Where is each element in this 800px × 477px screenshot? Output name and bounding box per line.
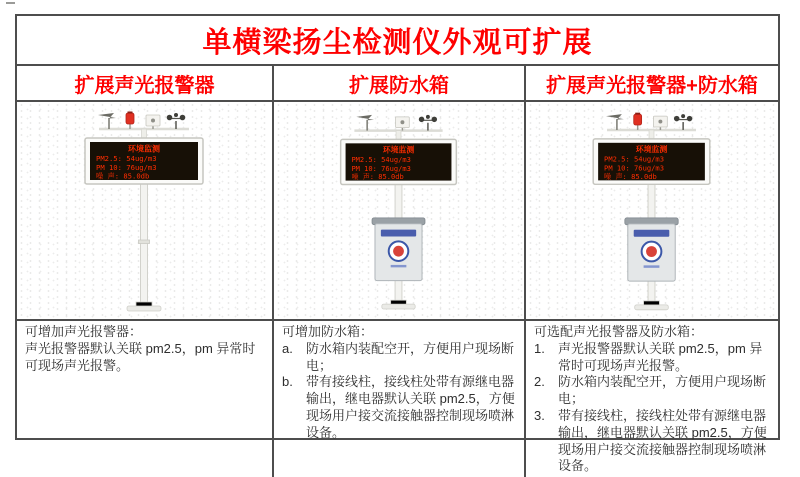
device-image-row [17,102,778,321]
led-title: 环境监测 [382,145,415,155]
device-image-waterproof-box [272,102,524,319]
led-line-noise: 噪 声: 85.0db [604,171,657,181]
waterproof-box [372,218,425,281]
device-image-alarm [17,102,272,319]
led-line-pm10: PM 10: 76ug/m3 [604,163,665,173]
spec-table [15,14,780,474]
note-text: 防水箱内装配空开，方便用户现场断电； [558,374,767,407]
led-line-noise: 噪 声: 85.0db [351,172,404,182]
note-marker: 2. [534,374,545,390]
pole-collar [139,240,150,244]
note-text: 防水箱内装配空开，方便用户现场断电； [306,340,515,373]
waterproof-box-label [634,230,670,237]
sensor-box-icon [146,115,160,129]
notes-alarm [17,321,272,477]
waterproof-box [625,218,678,281]
note-item [534,374,770,408]
table-title-row [17,16,778,66]
notes-intro: 可增加防水箱： [282,324,374,339]
notes-intro: 可增加声光报警器： [25,324,143,339]
anemometer-icon [167,113,186,129]
sensor-box-icon [653,116,667,130]
note-text: 声光报警器默认关联 pm2.5，pm 异常时可现场声光报警。 [25,340,256,373]
led-line-pm25: PM2.5: 54ug/m3 [96,154,157,163]
pole-base [635,305,669,310]
sensor-box-icon [396,117,410,131]
waterproof-box-label [381,230,416,237]
notes-alarm-plus-box [524,321,778,477]
note-item [25,341,264,375]
note-marker: 1. [534,340,545,356]
note-item [282,374,516,441]
led-title: 环境监测 [128,144,160,154]
note-marker: b. [282,374,293,390]
note-marker: a. [282,340,293,356]
notes-intro: 可选配声光报警器及防水箱： [534,324,704,339]
note-text: 带有接线柱，接线柱处带有源继电器输出，继电器默认关联 pm2.5，方便现场用户接交流接触器控制现场喷淋设备。 [558,407,767,474]
dust-monitor-with-box-illustration [274,102,524,319]
alarm-beacon-icon [126,112,134,130]
led-line-pm25: PM2.5: 54ug/m3 [604,154,665,164]
led-line-pm10: PM 10: 76ug/m3 [96,163,157,172]
alarm-beacon-icon [634,113,642,130]
anemometer-icon [419,115,437,131]
notes-row [17,321,778,477]
led-line-pm10: PM 10: 76ug/m3 [351,163,411,173]
wind-vane-icon [606,114,624,130]
scan-artifact-mark [6,2,15,4]
device-image-alarm-plus-box [524,102,778,319]
anemometer-icon [674,114,692,130]
dust-monitor-with-alarm-illustration [17,102,272,319]
column-header-alarm: 扩展声光报警器 [74,74,215,97]
pole [127,182,161,311]
pole-base [382,304,415,309]
note-text: 带有接线柱，接线柱处带有源继电器输出，继电器默认关联 pm2.5，方便现场用户接交流接触器控制现场喷淋设备。 [306,374,515,440]
led-display [85,138,203,184]
wind-vane-icon [98,113,116,129]
led-line-pm25: PM2.5: 54ug/m3 [351,154,411,164]
pole-base [127,306,161,311]
led-display [341,139,457,184]
dust-monitor-with-alarm-and-box-illustration [526,102,778,319]
note-text: 声光报警器默认关联 pm2.5，pm 异常时可现场声光报警。 [558,340,763,373]
notes-waterproof-box [272,321,524,477]
page-title: 单横梁扬尘检测仪外观可扩展 [202,26,593,59]
column-header-alarm-plus-box: 扩展声光报警器+防水箱 [524,66,778,100]
note-item [534,408,770,475]
note-item [282,341,516,375]
note-marker: 3. [534,407,545,423]
note-item [534,341,770,375]
led-line-noise: 噪 声: 85.0db [96,171,150,181]
led-display [593,139,710,184]
led-title: 环境监测 [635,145,668,155]
column-header-row [17,66,778,102]
wind-vane-icon [356,115,374,131]
column-header-waterproof-box: 扩展防水箱 [272,66,524,100]
